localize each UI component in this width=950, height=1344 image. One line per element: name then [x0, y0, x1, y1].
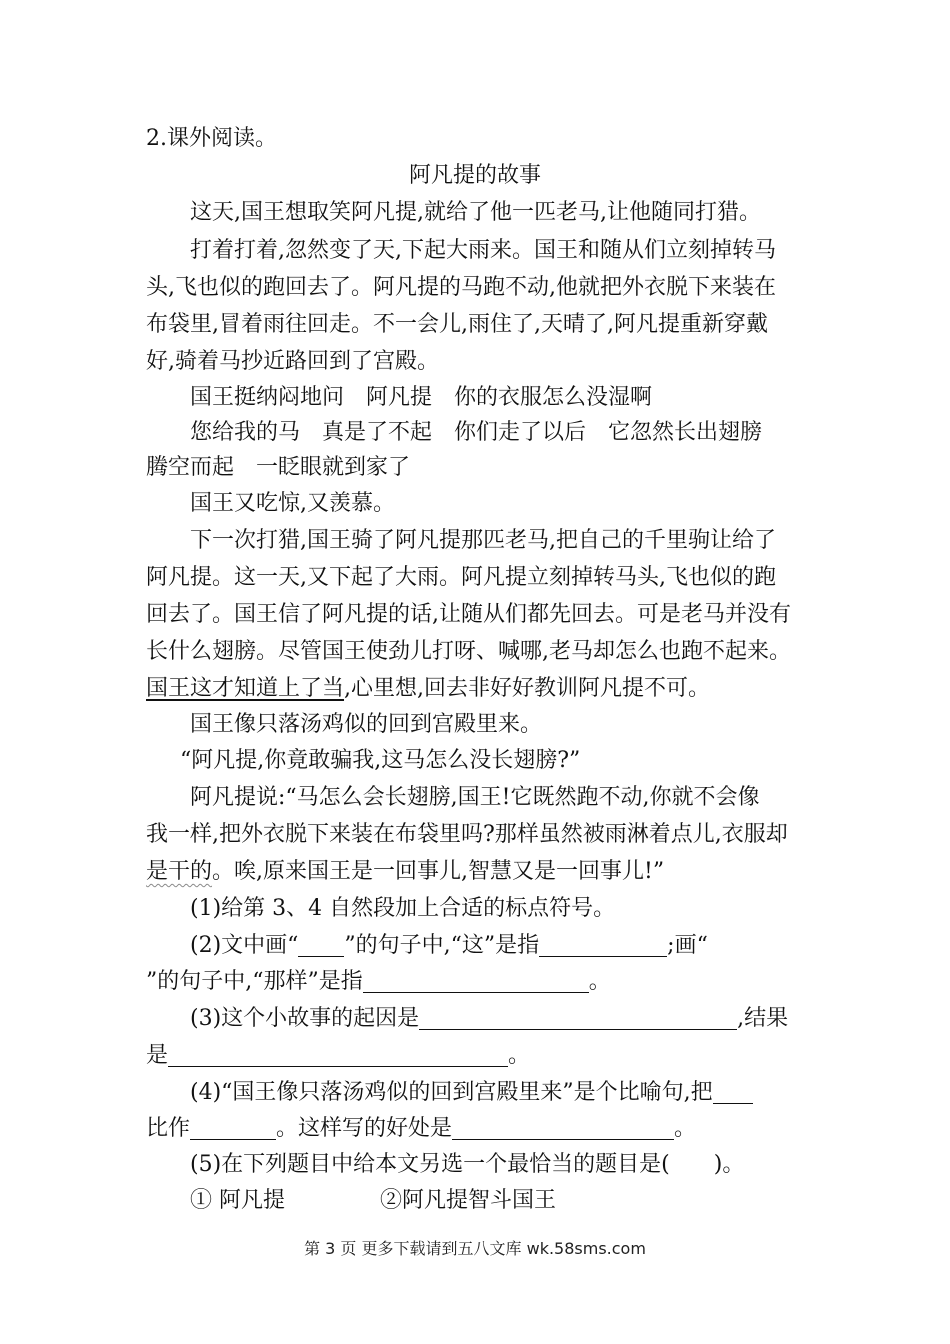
paragraph-2-line-4: 好,骑着马抄近路回到了宫殿。 — [146, 349, 439, 374]
paragraph-9-line-3-rest: 。唉,原来国王是一回事儿,智慧又是一回事儿!” — [212, 859, 665, 884]
paragraph-2-line-3: 布袋里,冒着雨往回走。不一会儿,雨住了,天晴了,阿凡提重新穿戴 — [146, 312, 768, 337]
question-3-text-d: 。 — [508, 1043, 531, 1068]
question-4-text-c: 。这样写的好处是 — [276, 1116, 453, 1141]
question-4-text-a: (4)“国王像只落汤鸡似的回到宫殿里来”是个比喻句,把 — [190, 1080, 713, 1105]
question-5: (5)在下列题目中给本文另选一个最恰当的题目是( )。 — [190, 1152, 745, 1177]
paragraph-2-line-1: 打着打着,忽然变了天,下起大雨来。国王和随从们立刻掉转马 — [190, 238, 776, 263]
paragraph-4-line-1: 您给我的马 真是了不起 你们走了以后 它忽然长出翅膀 — [190, 420, 763, 445]
paragraph-5: 国王又吃惊,又羡慕。 — [190, 491, 395, 516]
paragraph-1: 这天,国王想取笑阿凡提,就给了他一匹老马,让他随同打猎。 — [190, 200, 761, 225]
question-2-text-d: ”的句子中,“那样”是指 — [146, 969, 363, 994]
paragraph-6-line-4: 长什么翅膀。尽管国王使劲儿打呀、喊哪,老马却怎么也跑不起来。 — [146, 639, 791, 664]
answer-blank-3a[interactable] — [419, 1007, 737, 1030]
paragraph-6-line-3: 回去了。国王信了阿凡提的话,让随从们都先回去。可是老马并没有 — [146, 602, 791, 627]
question-4-text-d: 。 — [674, 1116, 697, 1141]
question-2-text-e: 。 — [588, 969, 611, 994]
paragraph-2-line-2: 头,飞也似的跑回去了。阿凡提的马跑不动,他就把外衣脱下来装在 — [146, 275, 776, 300]
option-1: ① 阿凡提 — [190, 1188, 285, 1213]
option-2: ②阿凡提智斗国王 — [380, 1188, 557, 1213]
question-2-line-1 — [190, 934, 708, 957]
answer-blank-4c[interactable] — [452, 1117, 674, 1140]
section-heading: 2.课外阅读。 — [146, 126, 277, 151]
paragraph-6-line-2: 阿凡提。这一天,又下起了大雨。阿凡提立刻掉转马头,飞也似的跑 — [146, 565, 776, 590]
page-footer: 第 3 页 更多下载请到五八文库 wk.58sms.com — [304, 1239, 646, 1258]
answer-blank-2a[interactable] — [539, 934, 667, 957]
paragraph-6-line-5-rest: ,心里想,回去非好好教训阿凡提不可。 — [344, 676, 711, 701]
underlined-sentence: 国王这才知道上了当 — [146, 676, 345, 701]
paragraph-9-line-3 — [146, 861, 664, 883]
answer-blank-4b[interactable] — [190, 1117, 276, 1140]
paragraph-8: “阿凡提,你竟敢骗我,这马怎么没长翅膀?” — [180, 748, 581, 773]
answer-blank-3b[interactable] — [168, 1044, 508, 1067]
question-4-text-b: 比作 — [146, 1116, 191, 1141]
paragraph-6-line-1: 下一次打猎,国王骑了阿凡提那匹老马,把自己的千里驹让给了 — [190, 528, 776, 553]
answer-blank-4a[interactable] — [713, 1081, 753, 1104]
question-3-text-a: (3)这个小故事的起因是 — [190, 1006, 420, 1031]
paragraph-7: 国王像只落汤鸡似的回到宫殿里来。 — [190, 712, 543, 737]
question-4-line-1 — [190, 1081, 753, 1104]
paragraph-6-line-5 — [146, 678, 710, 700]
question-2-line-2 — [146, 970, 611, 993]
paragraph-9-line-2: 我一样,把外衣脱下来装在布袋里吗?那样虽然被雨淋着点儿,衣服却 — [146, 822, 788, 847]
question-3-line-1 — [190, 1007, 788, 1030]
underline-sample-blank — [298, 934, 344, 957]
question-2-text-a: (2)文中画“ — [190, 933, 299, 958]
question-2-text-b: ”的句子中,“这”是指 — [344, 933, 540, 958]
question-3-text-c: 是 — [146, 1043, 169, 1068]
question-3-line-2 — [146, 1044, 530, 1067]
paragraph-3: 国王挺纳闷地问 阿凡提 你的衣服怎么没湿啊 — [190, 385, 653, 410]
question-1: (1)给第 3、4 自然段加上合适的标点符号。 — [190, 896, 616, 921]
paragraph-9-line-1: 阿凡提说:“马怎么会长翅膀,国王!它既然跑不动,你就不会像 — [190, 785, 760, 810]
answer-blank-2b[interactable] — [363, 970, 589, 993]
wavy-underlined-phrase: 是干的 — [146, 859, 213, 884]
question-2-text-c: ;画“ — [667, 933, 708, 958]
question-4-line-2 — [146, 1117, 696, 1140]
question-3-text-b: ,结果 — [737, 1006, 789, 1031]
paragraph-4-line-2: 腾空而起 一眨眼就到家了 — [146, 455, 411, 480]
story-title: 阿凡提的故事 — [408, 163, 541, 188]
